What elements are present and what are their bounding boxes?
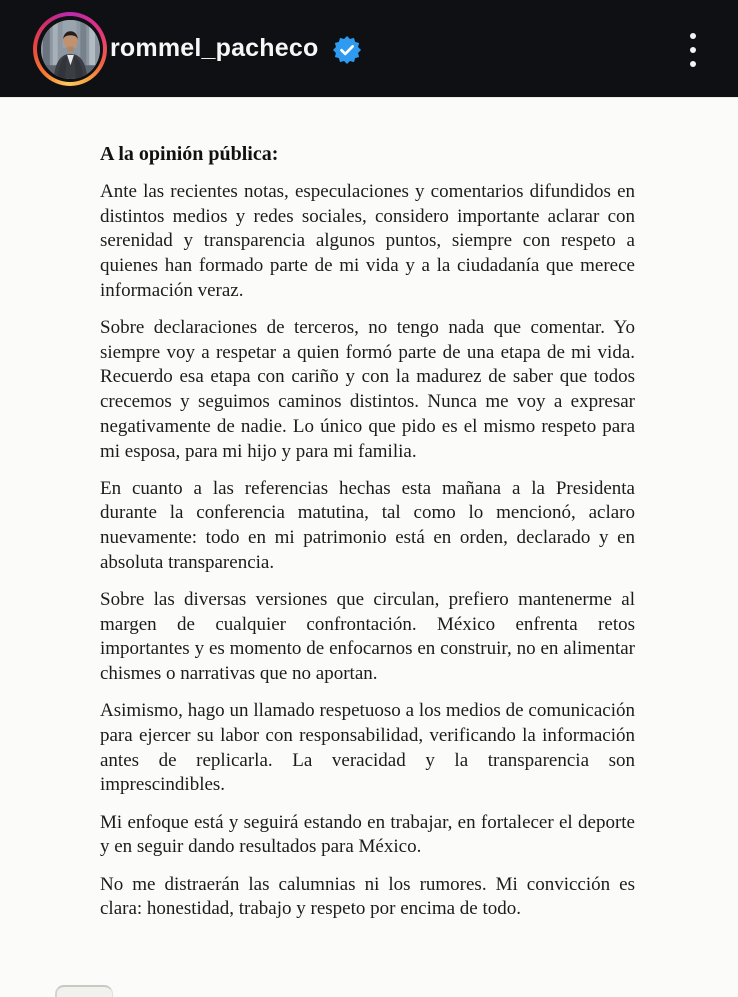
story-ring[interactable] bbox=[33, 12, 107, 86]
avatar-photo bbox=[41, 20, 100, 79]
statement-title: A la opinión pública: bbox=[100, 143, 279, 165]
username[interactable]: rommel_pacheco bbox=[110, 34, 319, 62]
kebab-menu-icon[interactable] bbox=[685, 33, 701, 67]
statement-sheet bbox=[0, 97, 738, 992]
statement-paragraph: Sobre declaraciones de terceros, no tengo nada que comentar. Yo siempre voy a respetar a quien formó parte de una etapa de mi vida. Recuerdo esa etapa con cariño y con la madurez de saber que todos crecemos y seguimos caminos distintos. Nunca me voy a expresar negativamente de nadie. Lo único que pido es el mismo respeto para mi esposa, para mi hijo y para mi familia. bbox=[100, 317, 635, 462]
kebab-dot bbox=[690, 33, 696, 39]
kebab-dot bbox=[690, 47, 696, 53]
statement-paragraph: Asimismo, hago un llamado respetuoso a los medios de comunicación para ejercer su labor con responsabilidad, verificando la información antes de replicarla. La veracidad y la transparencia son imprescindibles. bbox=[100, 700, 635, 796]
statement-paragraph: No me distraerán las calumnias ni los rumores. Mi convicción es clara: honestidad, trabajo y respeto por encima de todo. bbox=[100, 873, 635, 920]
statement-paragraph: Sobre las diversas versiones que circulan, prefiero mantenerme al margen de cualquier confrontación. México enfrenta retos importantes y es momento de enfocarnos en construir, no en alimentar chismes o narrativas que no aportan. bbox=[100, 589, 635, 685]
kebab-dot bbox=[690, 61, 696, 67]
profile-avatar[interactable] bbox=[41, 20, 100, 79]
statement-paragraph: Mi enfoque está y seguirá estando en trabajar, en fortalecer el deporte y en seguir dando resultados para México. bbox=[100, 811, 635, 858]
statement-paragraph: En cuanto a las referencias hechas esta mañana a la Presidenta durante la conferencia matutina, tal como lo mencionó, aclaro nuevamente: todo en mi patrimonio está en orden, declarado y en absoluta transparencia. bbox=[100, 477, 635, 573]
statement-document bbox=[100, 141, 635, 922]
verified-badge-icon bbox=[333, 36, 361, 64]
story-ring-gap bbox=[37, 16, 103, 82]
bottom-peek-element bbox=[55, 985, 113, 997]
story-header bbox=[0, 0, 738, 97]
statement-paragraph: Ante las recientes notas, especulaciones y comentarios difundidos en distintos medios y redes sociales, considero importante aclarar con serenidad y transparencia algunos puntos, siempre con respeto a quienes han formado parte de mi vida y a la ciudadanía que merece información veraz. bbox=[100, 181, 635, 301]
